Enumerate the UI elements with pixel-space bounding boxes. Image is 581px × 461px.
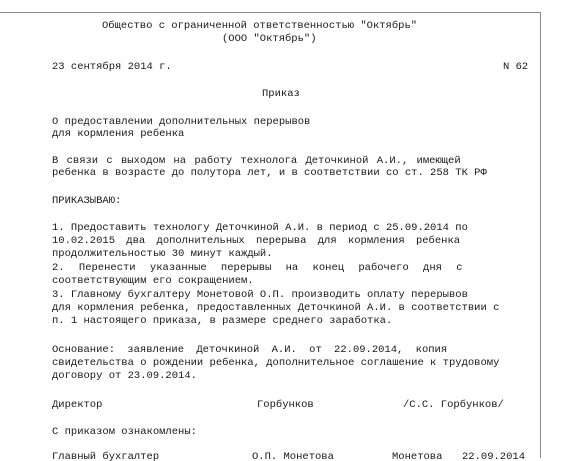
item-3-line-3: п. 1 настоящего приказа, в размере среднего заработка.	[52, 315, 393, 327]
document-title: Приказ	[262, 88, 300, 100]
cut-date: 22.09.2014	[462, 451, 526, 461]
basis-line-2: свидетельства о рождении ребенка, дополнительное соглашение к трудовому	[52, 357, 500, 369]
item-1-line-2: 10.02.2015 два дополнительных перерыва для кормления ребенка	[52, 235, 461, 247]
order-date: 23 сентября 2014 г.	[52, 61, 172, 73]
item-1-line-3: продолжительностью 30 минут каждый.	[52, 248, 273, 260]
signature-position: Директор	[52, 399, 103, 411]
order-heading: ПРИКАЗЫВАЮ:	[52, 195, 122, 207]
item-1-line-1: 1. Предоставить технологу Деточкиной А.И. в период с 25.09.2014 по	[52, 222, 468, 234]
item-3-line-1: 3. Главному бухгалтеру Монетовой О.П. производить оплату перерывов	[52, 289, 468, 301]
cut-off-signature-line	[52, 451, 541, 461]
preamble-line-1: В связи с выходом на работу технолога Деточкиной А.И., имеющей	[52, 155, 461, 167]
subject-line-2: для кормления ребенка	[52, 128, 185, 140]
acquainted-heading: С приказом ознакомлены:	[52, 426, 197, 438]
order-number: N 62	[503, 61, 529, 73]
cut-signature: О.П. Монетова	[252, 451, 334, 461]
cut-position: Главный бухгалтер	[52, 451, 160, 461]
preamble-line-2: ребенка в возрасте до полутора лет, и в соответствии со ст. 258 ТК РФ	[52, 167, 487, 179]
signature-full-name: /С.С. Горбунков/	[403, 399, 504, 411]
basis-line-3: договору от 23.09.2014.	[52, 370, 197, 382]
cut-name: Монетова	[392, 451, 443, 461]
basis-line-1: Основание: заявление Деточкиной А.И. от 22.09.2014, копия	[52, 344, 448, 356]
item-2-line-2: соответствующим его сокращением.	[52, 275, 254, 287]
item-3-line-2: для кормления ребенка, предоставленных Деточкиной А.И. в соответствии с	[52, 302, 500, 314]
signature-handwritten-name: Горбунков	[257, 399, 314, 411]
item-2-line-1: 2. Перенести указанные перерывы на конец рабочего дня с	[52, 262, 463, 274]
subject-line-1: О предоставлении дополнительных перерывов	[52, 116, 311, 128]
organization-full-name: Общество с ограниченной ответственностью "Октябрь"	[102, 20, 418, 32]
organization-short-name: (ООО "Октябрь")	[222, 33, 317, 45]
